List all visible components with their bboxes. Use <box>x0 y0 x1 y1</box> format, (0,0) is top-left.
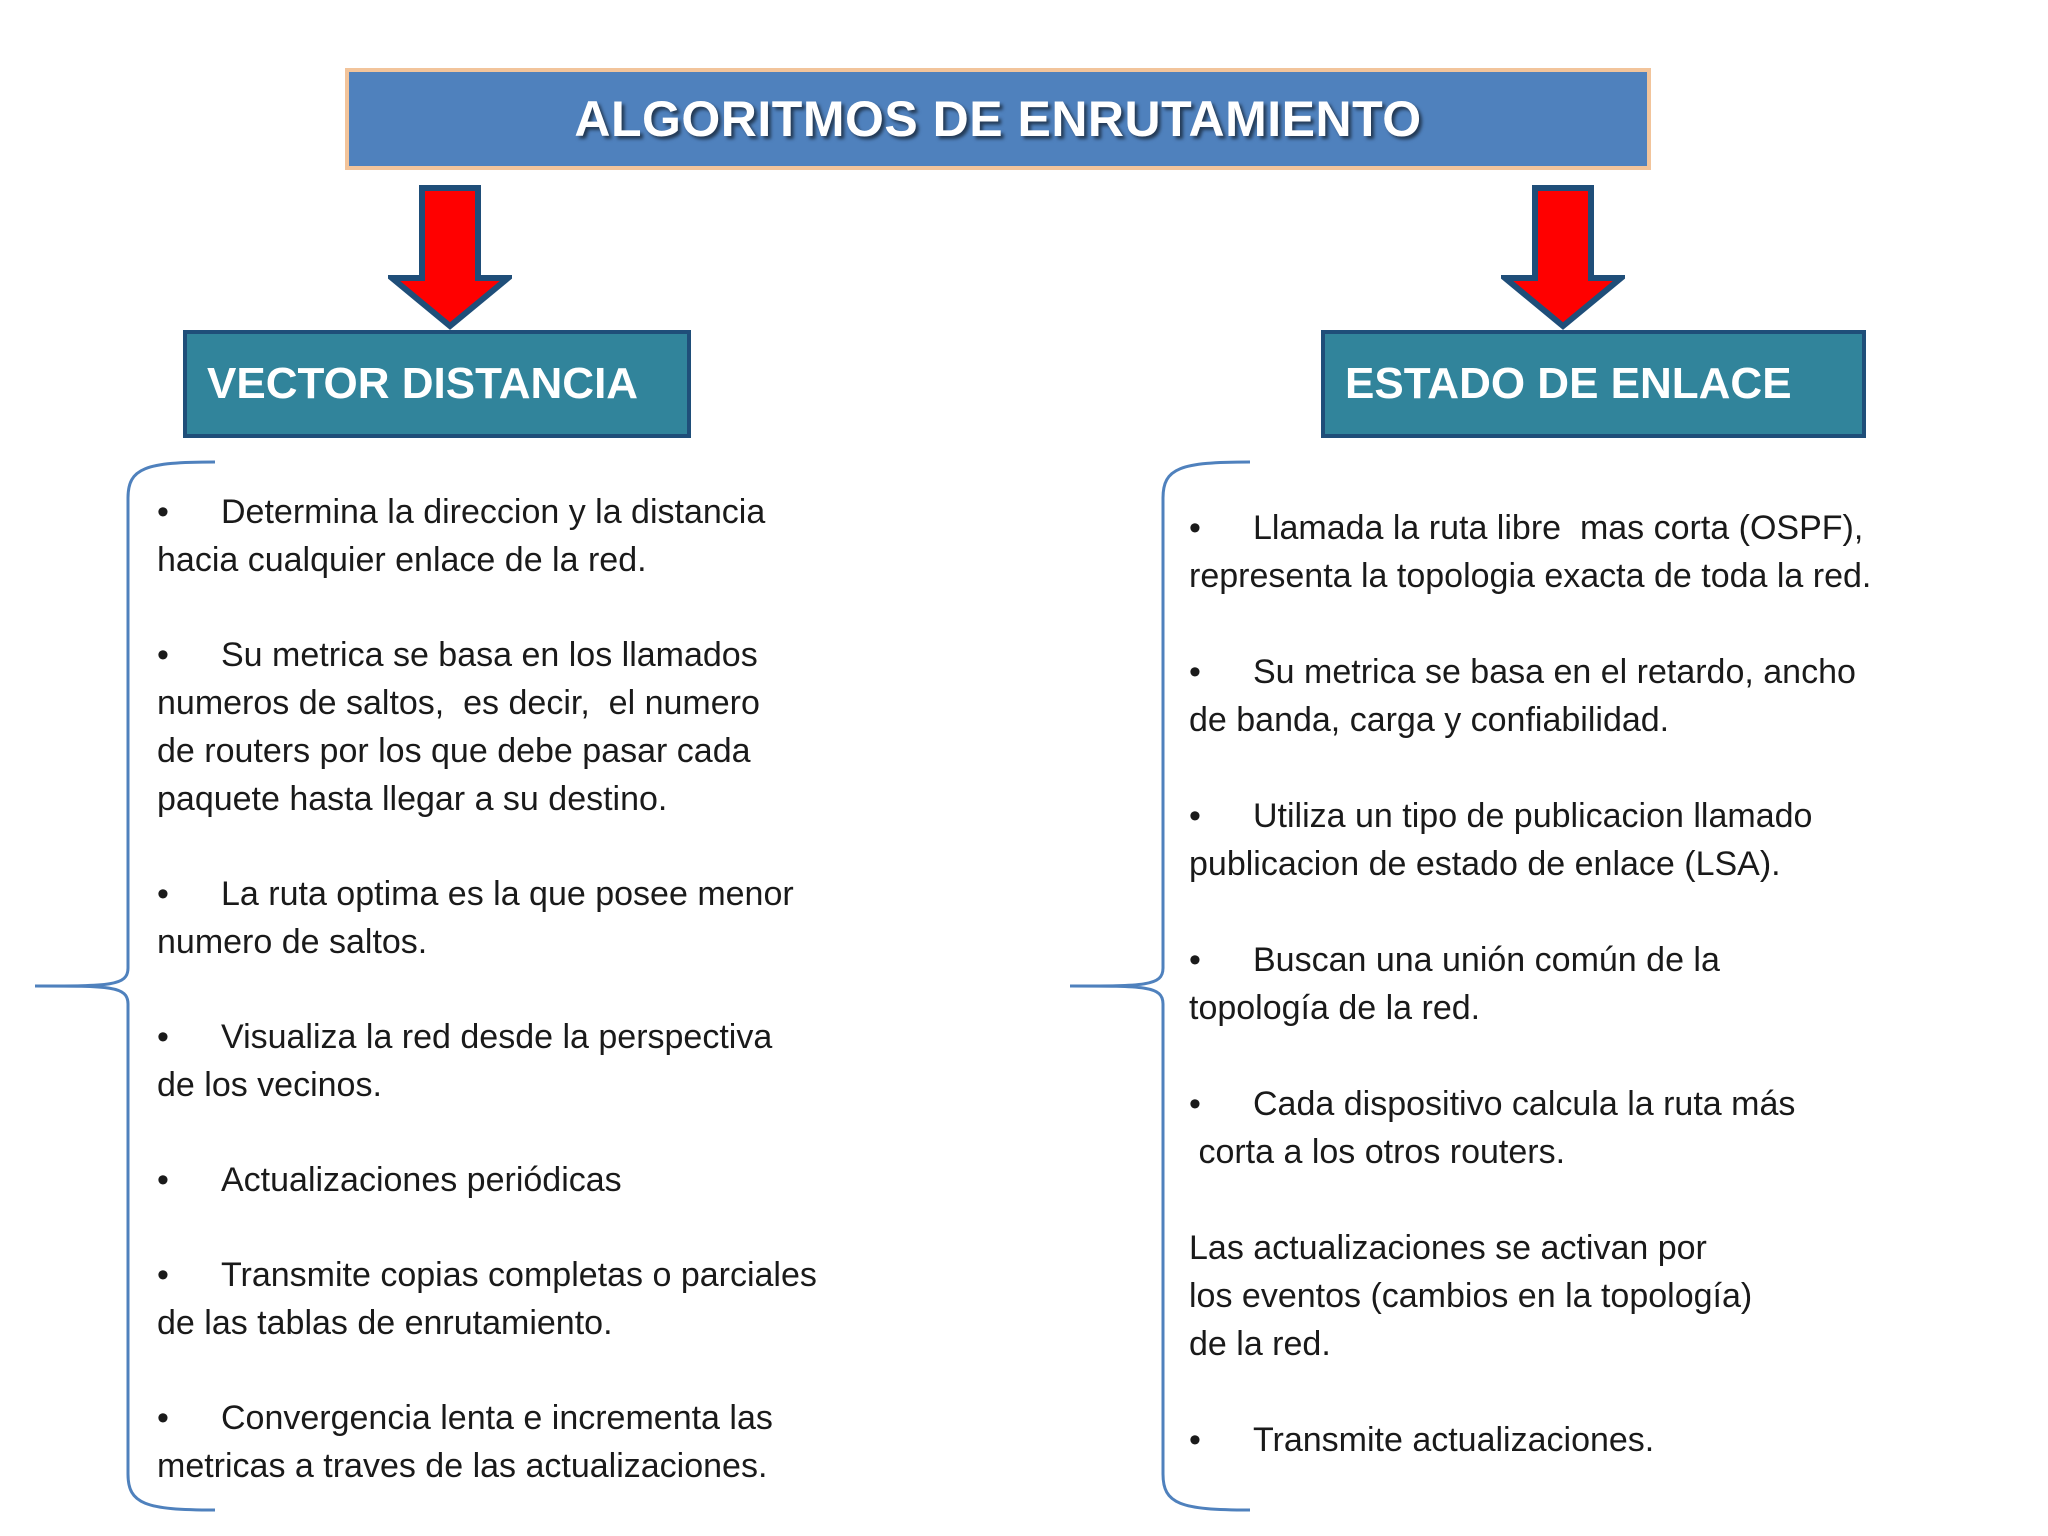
vector-distancia-list-item <box>157 1251 877 1347</box>
estado-de-enlace-item-line: de banda, carga y confiabilidad. <box>1189 701 1670 739</box>
vector-distancia-item-line: La ruta optima es la que posee menor <box>221 875 794 913</box>
estado-de-enlace-item-line: publicacion de estado de enlace (LSA). <box>1189 845 1781 883</box>
estado-de-enlace-heading: ESTADO DE ENLACE <box>1345 359 1792 408</box>
vector-distancia-item-line: numeros de saltos, es decir, el numero <box>157 684 760 722</box>
vector-distancia-item-line: hacia cualquier enlace de la red. <box>157 541 647 579</box>
estado-de-enlace-list-item <box>1189 936 2039 1032</box>
bullet-icon: • <box>1189 1421 1201 1459</box>
estado-de-enlace-item-line: Utiliza un tipo de publicacion llamado <box>1253 797 1813 835</box>
estado-de-enlace-list-item <box>1189 504 2039 600</box>
vector-distancia-list-item <box>157 1156 877 1204</box>
bullet-icon: • <box>1189 1085 1201 1123</box>
estado-de-enlace-list <box>1189 504 2039 1464</box>
vector-distancia-item-line: Actualizaciones periódicas <box>221 1161 622 1199</box>
estado-de-enlace-item-line: de la red. <box>1189 1325 1331 1363</box>
diagram-title: ALGORITMOS DE ENRUTAMIENTO <box>574 91 1422 147</box>
estado-de-enlace-item-line: topología de la red. <box>1189 989 1481 1027</box>
bullet-icon: • <box>1189 653 1201 691</box>
vector-distancia-item-line: paquete hasta llegar a su destino. <box>157 780 668 818</box>
bullet-icon: • <box>157 1399 169 1437</box>
estado-de-enlace-list-item <box>1189 1080 2039 1176</box>
vector-distancia-item-line: de los vecinos. <box>157 1066 382 1104</box>
vector-distancia-list <box>157 488 877 1490</box>
vector-distancia-list-item <box>157 1013 877 1109</box>
title-box <box>345 68 1651 170</box>
estado-de-enlace-item-line: Transmite actualizaciones. <box>1253 1421 1655 1459</box>
estado-de-enlace-item-line: Cada dispositivo calcula la ruta más <box>1253 1085 1796 1123</box>
vector-distancia-list-item <box>157 870 877 966</box>
vector-distancia-list-item <box>157 488 877 584</box>
estado-de-enlace-list-item <box>1189 1416 2039 1464</box>
vector-distancia-item-line: de routers por los que debe pasar cada <box>157 732 751 770</box>
vector-distancia-item-line: Transmite copias completas o parciales <box>221 1256 817 1294</box>
estado-de-enlace-item-line: corta a los otros routers. <box>1189 1133 1566 1171</box>
estado-de-enlace-item-line: los eventos (cambios en la topología) <box>1189 1277 1753 1315</box>
bullet-icon: • <box>1189 797 1201 835</box>
bullet-icon: • <box>157 1256 169 1294</box>
estado-de-enlace-item-line: Su metrica se basa en el retardo, ancho <box>1253 653 1856 691</box>
down-arrow-icon-left <box>388 184 512 330</box>
vector-distancia-item-line: metricas a traves de las actualizaciones. <box>157 1447 768 1485</box>
estado-de-enlace-item-line: Las actualizaciones se activan por <box>1189 1229 1707 1267</box>
bullet-icon: • <box>157 1018 169 1056</box>
vector-distancia-item-line: de las tablas de enrutamiento. <box>157 1304 613 1342</box>
vector-distancia-item-line: Determina la direccion y la distancia <box>221 493 766 531</box>
bullet-icon: • <box>157 875 169 913</box>
vector-distancia-box <box>183 330 691 438</box>
estado-de-enlace-list-item <box>1189 648 2039 744</box>
estado-de-enlace-item-line: Buscan una unión común de la <box>1253 941 1720 979</box>
vector-distancia-list-item <box>157 631 877 823</box>
estado-de-enlace-item-line: representa la topologia exacta de toda la red. <box>1189 557 1872 595</box>
estado-de-enlace-list-item <box>1189 1224 2039 1368</box>
vector-distancia-item-line: Visualiza la red desde la perspectiva <box>221 1018 773 1056</box>
estado-de-enlace-box <box>1321 330 1866 438</box>
bullet-icon: • <box>157 493 169 531</box>
estado-de-enlace-list-item <box>1189 792 2039 888</box>
vector-distancia-heading: VECTOR DISTANCIA <box>207 359 639 408</box>
vector-distancia-item-line: numero de saltos. <box>157 923 428 961</box>
vector-distancia-list-item <box>157 1394 877 1490</box>
down-arrow-icon-right <box>1501 184 1625 330</box>
bullet-icon: • <box>1189 941 1201 979</box>
estado-de-enlace-item-line: Llamada la ruta libre mas corta (OSPF), <box>1253 509 1864 547</box>
bullet-icon: • <box>157 636 169 674</box>
vector-distancia-item-line: Convergencia lenta e incrementa las <box>221 1399 773 1437</box>
vector-distancia-item-line: Su metrica se basa en los llamados <box>221 636 758 674</box>
bullet-icon: • <box>1189 509 1201 547</box>
bullet-icon: • <box>157 1161 169 1199</box>
